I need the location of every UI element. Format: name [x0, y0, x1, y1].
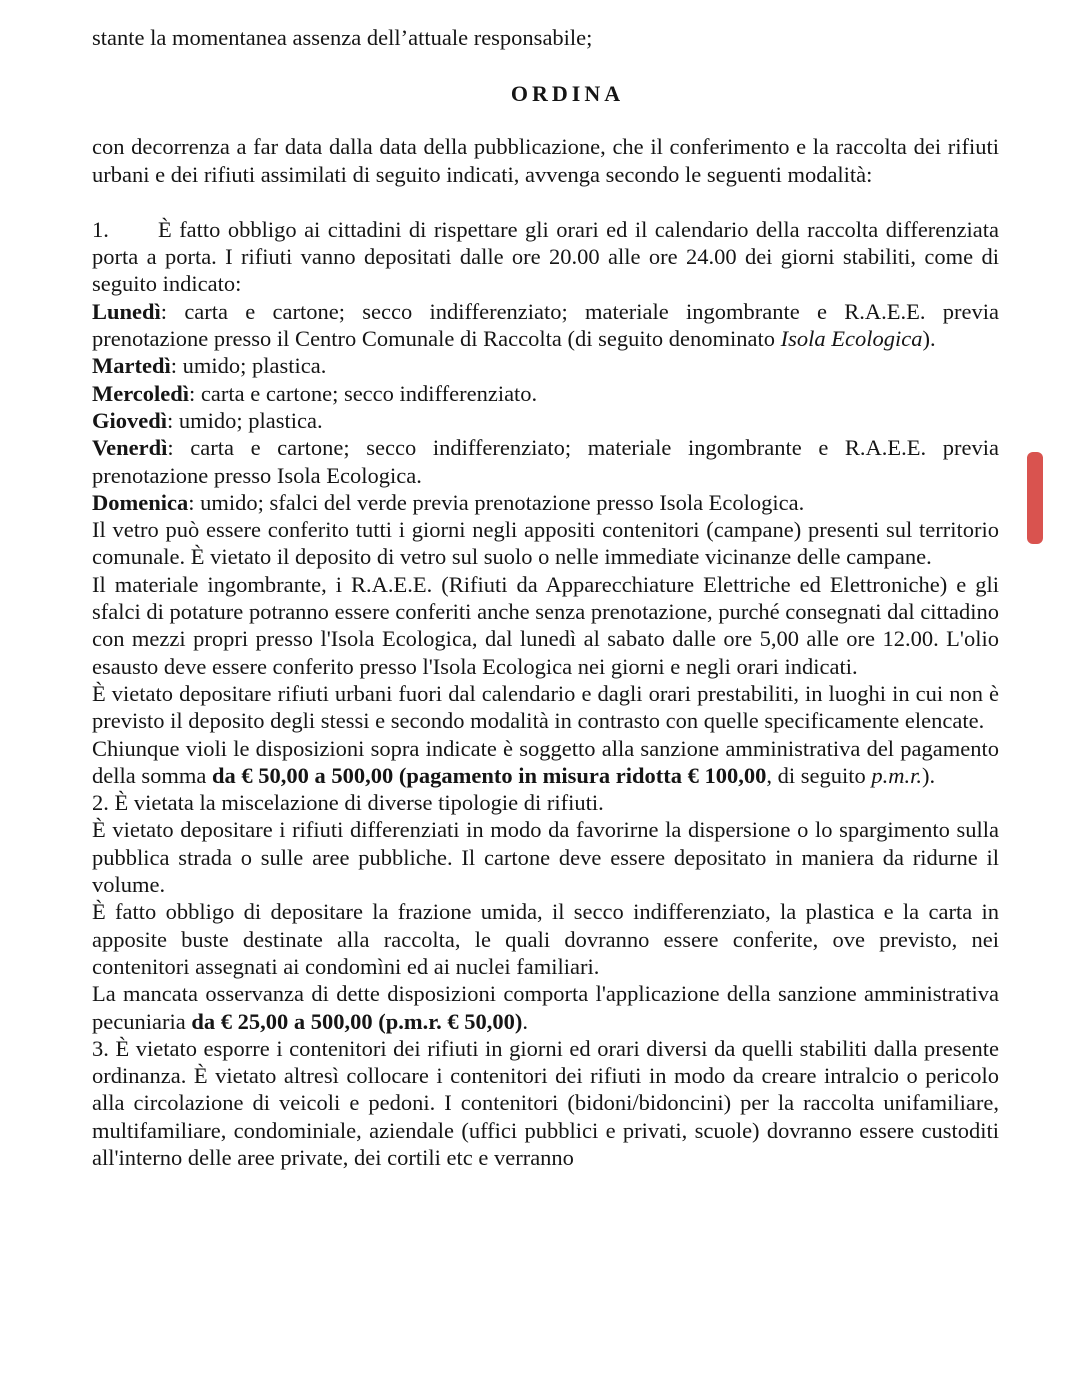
schedule-monday: Lunedì: carta e cartone; secco indifferenziato; materiale ingombrante e R.A.E.E. previa prenotazione presso il Centro Comunale di Raccolta (di seguito denominato Isola Ecologica).: [92, 298, 999, 352]
intro-line: stante la momentanea assenza dell’attuale responsabile;: [92, 25, 593, 50]
item-1-paragraph: [92, 216, 999, 298]
sanction-2-paragraph: La mancata osservanza di dette disposizioni comporta l'applicazione della sanzione amministrativa pecuniaria da € 25,00 a 500,00 (p.m.r. € 50,00).: [92, 981, 999, 1034]
bulky-waste-paragraph: Il materiale ingombrante, i R.A.E.E. (Rifiuti da Apparecchiature Elettriche ed Elettroniche) e gli sfalci di potature potranno essere conferiti anche senza prenotazione, purché consegnati dal cittadino con mezzi propri presso l'Isola Ecologica, dal lunedì al sabato dalle ore 5,00 alle ore 12.00. L'olio esausto deve essere conferito presso l'Isola Ecologica nei giorni e negli orari indicati.: [92, 571, 999, 679]
forbidden-paragraph: È vietato depositare rifiuti urbani fuori dal calendario e dagli orari prestabiliti, in luoghi in cui non è previsto il deposito degli stessi e secondo modalità in contrasto con quelle specificamente elencate.: [92, 680, 999, 734]
sunday-label: Domenica: [92, 489, 189, 515]
thursday-label: Giovedì: [92, 407, 168, 433]
tuesday-label: Martedì: [92, 353, 171, 379]
monday-label: Lunedì: [92, 298, 161, 324]
item-3-paragraph: 3. È vietato esporre i contenitori dei rifiuti in giorni ed orari diversi da quelli stabiliti dalla presente ordinanza. È vietato altresì collocare i contenitori dei rifiuti in modo da creare intralcio o pericolo alla circolazione di veicoli e pedoni. I contenitori (bidoni/bidoncini) per la raccolta unifamiliare, multifamiliare, condominiale, aziendale (uffici pubblici e privati, scuole) dovranno essere custoditi all'interno delle aree private, dei cortili etc e verranno: [92, 1035, 999, 1170]
item-2-paragraph: 2. È vietata la miscelazione di diverse tipologie di rifiuti.: [92, 790, 604, 816]
schedule-friday: Venerdì: carta e cartone; secco indifferenziato; materiale ingombrante e R.A.E.E. previa prenotazione presso Isola Ecologica.: [92, 435, 999, 488]
scrollbar-thumb[interactable]: [1027, 452, 1043, 544]
schedule-sunday: Domenica: umido; sfalci del verde previa prenotazione presso Isola Ecologica.: [92, 489, 805, 515]
glass-paragraph: Il vetro può essere conferito tutti i giorni negli appositi contenitori (campane) presenti sul territorio comunale. È vietato il deposito di vetro sul suolo o nelle immediate vicinanze delle campane.: [92, 517, 999, 570]
item-2-bags-paragraph: È fatto obbligo di depositare la frazione umida, il secco indifferenziato, la plastica e la carta in apposite buste destinate alla raccolta, le quali dovranno essere conferite, ove previsto, nei contenitori assegnati ai condomìni ed ai nuclei familiari.: [92, 899, 999, 979]
schedule-thursday: Giovedì: umido; plastica.: [92, 407, 323, 433]
sanction-2-amount: da € 25,00 a 500,00 (p.m.r. € 50,00): [191, 1008, 523, 1034]
preamble-paragraph: con decorrenza a far data dalla data della pubblicazione, che il conferimento e la raccolta dei rifiuti urbani e dei rifiuti assimilati di seguito indicati, avvenga secondo le seguenti modalità:: [92, 134, 999, 187]
item-1-text: È fatto obbligo ai cittadini di rispettare gli orari ed il calendario della raccolta differenziata porta a porta. I rifiuti vanno depositati dalle ore 20.00 alle ore 24.00 dei giorni stabiliti, come di seguito indicato:: [92, 216, 999, 297]
item-1-number: 1.: [92, 216, 109, 242]
ordinance-heading: ORDINA: [510, 81, 625, 107]
isola-ecologica-italic: Isola Ecologica: [780, 326, 923, 352]
schedule-wednesday: Mercoledì: carta e cartone; secco indifferenziato.: [92, 380, 538, 406]
pmr-italic: p.m.r.: [871, 762, 923, 788]
schedule-tuesday: Martedì: umido; plastica.: [92, 353, 327, 379]
wednesday-label: Mercoledì: [92, 380, 190, 406]
item-2-dispersion-paragraph: È vietato depositare i rifiuti differenziati in modo da favorirne la dispersione o lo spargimento sulla pubblica strada o sulle aree pubbliche. Il cartone deve essere depositato in maniera da ridurne il volume.: [92, 817, 999, 898]
friday-label: Venerdì: [92, 435, 168, 461]
document-page: [92, 24, 999, 1171]
sanction-1-paragraph: Chiunque violi le disposizioni sopra indicate è soggetto alla sanzione amministrativa del pagamento della somma da € 50,00 a 500,00 (pagamento in misura ridotta € 100,00, di seguito p.m.r.).: [92, 735, 999, 788]
sanction-1-amount: da € 50,00 a 500,00 (pagamento in misura ridotta € 100,00: [211, 762, 767, 788]
